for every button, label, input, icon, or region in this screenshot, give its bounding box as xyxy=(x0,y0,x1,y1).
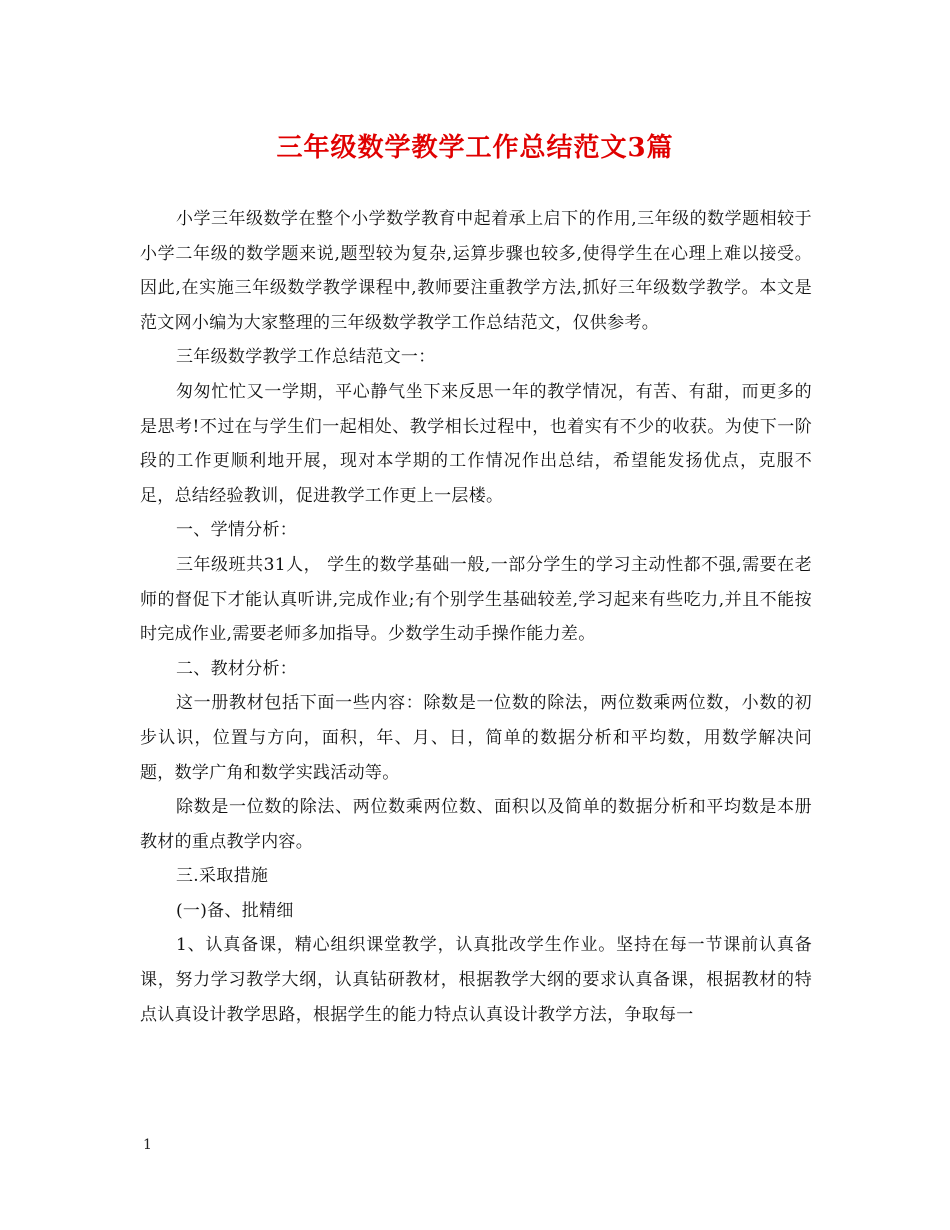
paragraph-textbook-content: 这一册教材包括下面一些内容：除数是一位数的除法，两位数乘两位数，小数的初步认识，位置与方向，面积，年、月、日，简单的数据分析和平均数，用数学解决问题，数学广角和数学实践活动等。 xyxy=(140,693,812,783)
document-title: 三年级数学教学工作总结范文3篇 xyxy=(276,133,674,163)
paragraph-heading-student-analysis: 一、学情分析： xyxy=(176,520,298,541)
document-body xyxy=(140,202,812,1032)
page-number: 1 xyxy=(143,1137,152,1153)
paragraph-heading-textbook-analysis: 二、教材分析： xyxy=(176,658,298,679)
paragraph-reflection: 匆匆忙忙又一学期，平心静气坐下来反思一年的教学情况，有苦、有甜，而更多的是思考!不过在与学生们一起相处、教学相长过程中，也着实有不少的收获。为使下一阶段的工作更顺利地开展，现对本学期的工作情况作出总结，希望能发扬优点，克服不足，总结经验教训，促进教学工作更上一层楼。 xyxy=(140,381,812,506)
paragraph-heading-sample-one: 三年级数学教学工作总结范文一： xyxy=(176,347,436,368)
paragraph-textbook-focus: 除数是一位数的除法、两位数乘两位数、面积以及简单的数据分析和平均数是本册教材的重点教学内容。 xyxy=(140,797,812,852)
paragraph-lesson-preparation: 1、认真备课，精心组织课堂教学，认真批改学生作业。坚持在每一节课前认真备课，努力学习教学大纲，认真钻研教材，根据教学大纲的要求认真备课，根据教材的特点认真设计教学思路，根据学生的能力特点认真设计教学方法，争取每一 xyxy=(140,935,812,1025)
paragraph-heading-measures: 三.采取措施 xyxy=(176,866,269,887)
paragraph-intro: 小学三年级数学在整个小学数学教育中起着承上启下的作用,三年级的数学题相较于小学二年级的数学题来说,题型较为复杂,运算步骤也较多,使得学生在心理上难以接受。因此,在实施三年级数学教学课程中,教师要注重教学方法,抓好三年级数学教学。本文是范文网小编为大家整理的三年级数学教学工作总结范文，仅供参考。 xyxy=(140,209,812,333)
paragraph-student-analysis: 三年级班共31人， 学生的数学基础一般,一部分学生的学习主动性都不强,需要在老师的督促下才能认真听讲,完成作业;有个别学生基础较差,学习起来有些吃力,并且不能按时完成作业,需要老师多加指导。少数学生动手操作能力差。 xyxy=(140,554,812,645)
paragraph-heading-preparation: (一)备、批精细 xyxy=(176,900,294,921)
